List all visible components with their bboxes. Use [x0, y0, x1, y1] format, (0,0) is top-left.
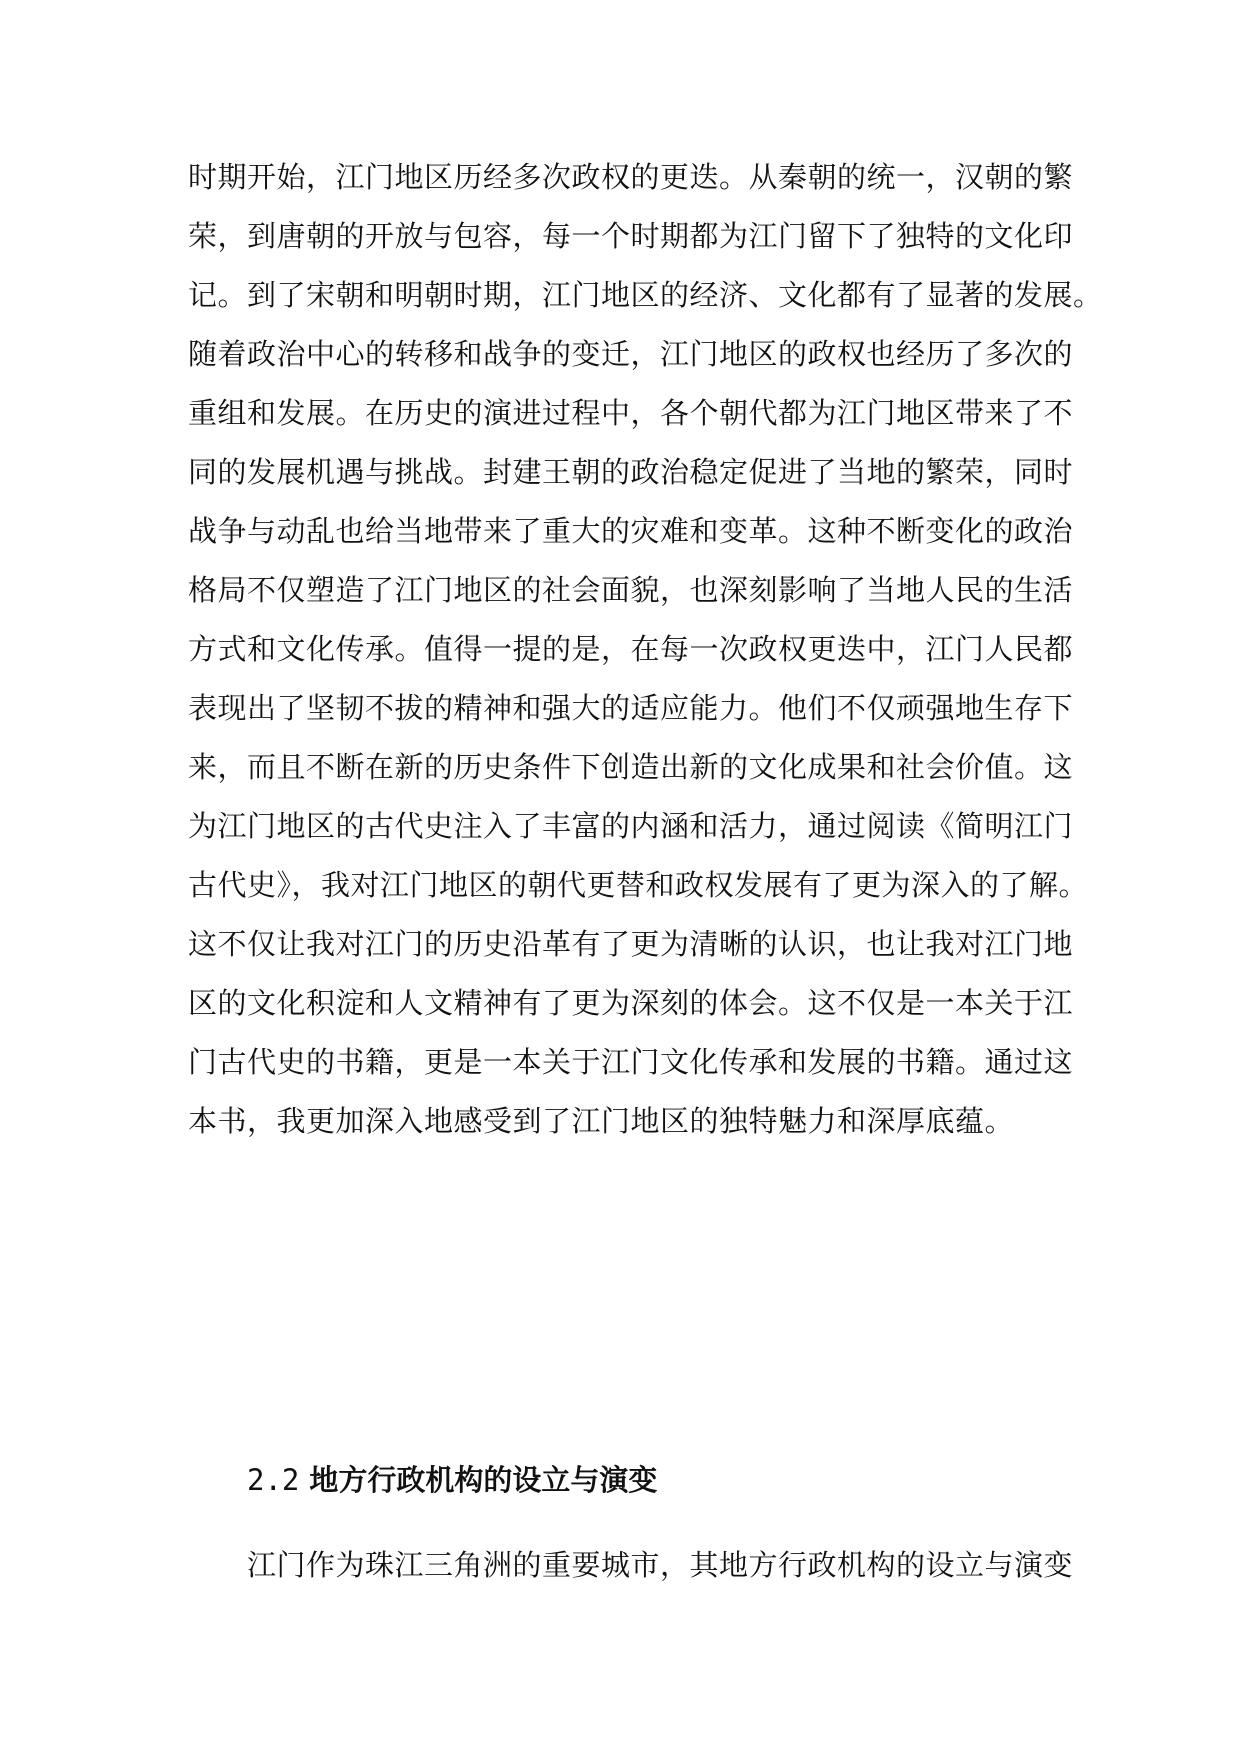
text-line: 重组和发展。在历史的演进过程中，各个朝代都为江门地区带来了不 [188, 396, 1074, 430]
text-line: 荣，到唐朝的开放与包容，每一个时期都为江门留下了独特的文化印 [188, 219, 1074, 253]
section-number: 2.2 [247, 1463, 300, 1497]
text-line: 记。到了宋朝和明朝时期，江门地区的经济、文化都有了显著的发展。 [188, 278, 1103, 312]
text-line: 同的发展机遇与挑战。封建王朝的政治稳定促进了当地的繁荣，同时 [188, 455, 1074, 489]
text-line: 方式和文化传承。值得一提的是，在每一次政权更迭中，江门人民都 [188, 632, 1074, 666]
section-title: 地方行政机构的设立与演变 [309, 1463, 658, 1497]
text-line: 战争与动乱也给当地带来了重大的灾难和变革。这种不断变化的政治 [188, 514, 1074, 548]
text-line: 随着政治中心的转移和战争的变迁，江门地区的政权也经历了多次的 [188, 337, 1074, 371]
text-line: 区的文化积淀和人文精神有了更为深刻的体会。这不仅是一本关于江 [188, 986, 1074, 1020]
text-line: 江门作为珠江三角洲的重要城市，其地方行政机构的设立与演变 [247, 1548, 1074, 1582]
text-line-last: 本书，我更加深入地感受到了江门地区的独特魅力和深厚底蕴。 [188, 1104, 1015, 1138]
text-line: 为江门地区的古代史注入了丰富的内涵和活力，通过阅读《简明江门 [188, 809, 1074, 843]
text-line: 来，而且不断在新的历史条件下创造出新的文化成果和社会价值。这 [188, 750, 1074, 784]
text-line: 时期开始，江门地区历经多次政权的更迭。从秦朝的统一，汉朝的繁 [188, 160, 1074, 194]
text-line: 这不仅让我对江门的历史沿革有了更为清晰的认识，也让我对江门地 [188, 927, 1074, 961]
paragraph-2 [247, 1536, 1074, 1595]
section-heading [247, 1456, 657, 1504]
text-line: 格局不仅塑造了江门地区的社会面貌，也深刻影响了当地人民的生活 [188, 573, 1074, 607]
text-line: 门古代史的书籍，更是一本关于江门文化传承和发展的书籍。通过这 [188, 1045, 1074, 1079]
paragraph-1 [188, 148, 1103, 1151]
text-line: 表现出了坚韧不拔的精神和强大的适应能力。他们不仅顽强地生存下 [188, 691, 1074, 725]
text-line: 古代史》，我对江门地区的朝代更替和政权发展有了更为深入的了解。 [188, 868, 1089, 902]
